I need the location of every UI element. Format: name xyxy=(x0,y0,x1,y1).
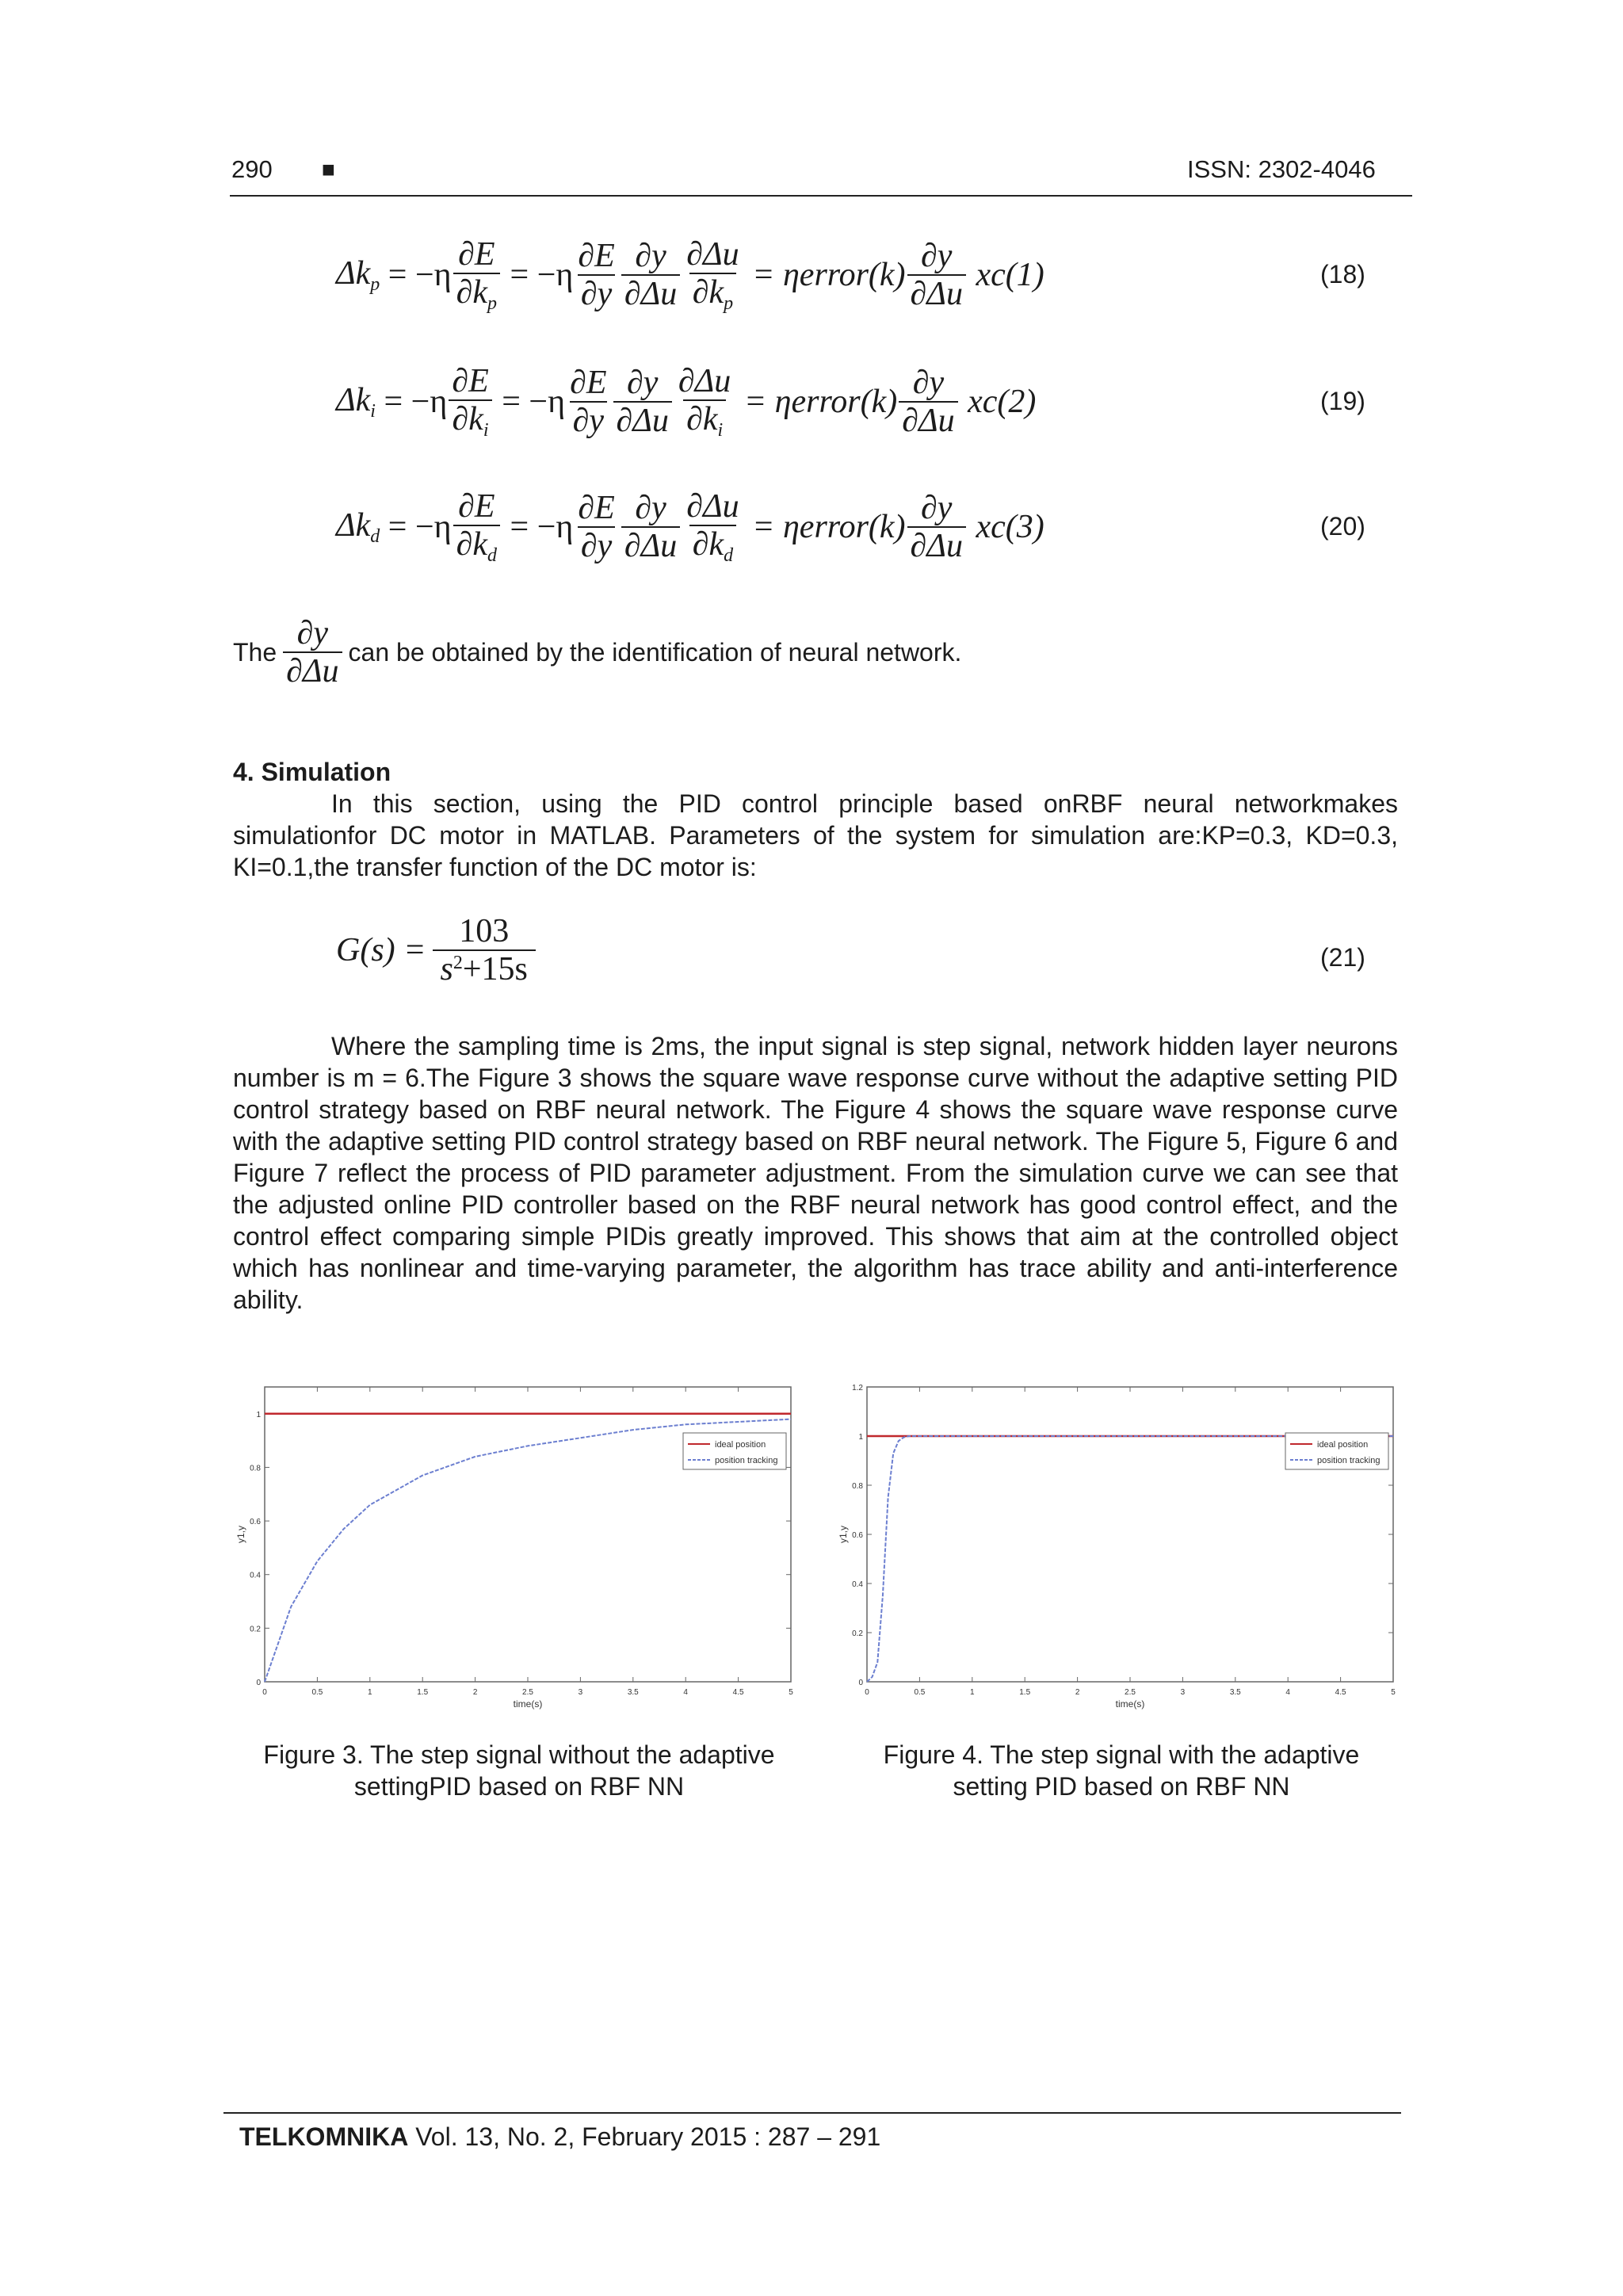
fig3-x-tick-label: 0 xyxy=(262,1688,267,1697)
fig4-y-axis-label: y1,y xyxy=(838,1525,849,1544)
fig4-x-tick-label: 2.5 xyxy=(1125,1688,1136,1697)
fig3-y-tick-label: 0.6 xyxy=(250,1518,261,1527)
fig4-y-tick-label: 0 xyxy=(858,1679,863,1687)
page-number: 290 xyxy=(231,155,273,183)
equation-19: $\Delta k_i$ = −η $\frac{\partial E}{\partial k_i}$ = −η $\frac{\partial E}{\partial y}$ $\frac{\partial y}{\partial\Delta u}$ $\frac{\partial\Delta u}{\partial k_i}$ = ηerror(k) $\frac{\partial y}{\partial\Delta u}$ xc(2) xyxy=(336,363,1037,441)
figure-4-caption: Figure 4. The step signal with the adaptive setting PID based on RBF NN xyxy=(883,1740,1360,1801)
fig4-y-tick-label: 1 xyxy=(858,1433,863,1442)
fig3-x-tick-label: 0.5 xyxy=(311,1688,323,1697)
fig4-legend-label: position tracking xyxy=(1317,1456,1381,1465)
fig4-x-tick-label: 5 xyxy=(1391,1688,1396,1697)
figure-3-chart xyxy=(235,1379,804,1712)
fig3-legend-label: position tracking xyxy=(715,1456,778,1465)
fig3-x-tick-label: 2.5 xyxy=(522,1688,533,1697)
fig4-x-tick-label: 3.5 xyxy=(1229,1688,1241,1697)
fig4-y-tick-label: 0.2 xyxy=(852,1629,863,1638)
fig3-y-tick-label: 1 xyxy=(256,1410,261,1419)
fig4-x-tick-label: 3 xyxy=(1180,1688,1186,1697)
fig4-x-tick-label: 2 xyxy=(1075,1688,1080,1697)
footer-rule xyxy=(223,2112,1401,2114)
fig3-y-tick-label: 0 xyxy=(256,1679,261,1687)
header-bullet: ■ xyxy=(322,157,335,181)
fig3-x-tick-label: 1 xyxy=(368,1688,372,1697)
fig3-y-tick-label: 0.2 xyxy=(250,1625,261,1634)
fig3-x-axis-label: time(s) xyxy=(513,1698,543,1710)
fig4-x-tick-label: 1 xyxy=(970,1688,975,1697)
simulation-paragraph: In this section, using the PID control principle based onRBF neural networkmakes simulationfor DC motor in MATLAB. Parameters of the system for simulation are:KP=0.3, KD=0.3, KI=0.1,the transfer function of the DC motor is: xyxy=(233,789,1398,881)
fig3-y-tick-label: 0.8 xyxy=(250,1464,261,1473)
fig3-x-tick-label: 2 xyxy=(472,1688,478,1697)
fig4-y-tick-label: 0.4 xyxy=(852,1580,863,1589)
fig3-x-tick-label: 3.5 xyxy=(627,1688,639,1697)
equation-20-number: (20) xyxy=(1320,512,1365,541)
fig4-x-tick-label: 1.5 xyxy=(1019,1688,1031,1697)
section-heading: 4. Simulation xyxy=(233,758,391,786)
footer-citation xyxy=(239,2122,880,2152)
fig4-x-tick-label: 0.5 xyxy=(914,1688,926,1697)
fig3-x-tick-label: 3 xyxy=(578,1688,583,1697)
equation-21: G(s) = $\frac{103}{s^2+15s}$ xyxy=(336,913,537,988)
equation-18-number: (18) xyxy=(1320,260,1365,288)
fig4-plot-area xyxy=(867,1387,1393,1682)
fig3-x-tick-label: 5 xyxy=(789,1688,793,1697)
fig4-y-tick-label: 0.8 xyxy=(852,1482,863,1491)
fig4-x-tick-label: 4.5 xyxy=(1335,1688,1346,1697)
equation-21-number: (21) xyxy=(1320,943,1365,972)
fig3-y-axis-label: y1,y xyxy=(235,1525,246,1544)
header-rule xyxy=(230,195,1412,197)
equation-19-number: (19) xyxy=(1320,387,1365,415)
figure-3-caption: Figure 3. The step signal without the adaptive settingPID based on RBF NN xyxy=(263,1740,775,1801)
fig3-x-tick-label: 1.5 xyxy=(417,1688,429,1697)
fig3-x-tick-label: 4 xyxy=(683,1688,688,1697)
fig3-x-tick-label: 4.5 xyxy=(732,1688,744,1697)
fig4-legend-label: ideal position xyxy=(1317,1440,1369,1450)
equation-20: $\Delta k_d$ = −η $\frac{\partial E}{\partial k_d}$ = −η $\frac{\partial E}{\partial y}$ $\frac{\partial y}{\partial\Delta u}$ $\frac{\partial\Delta u}{\partial k_d}$ = ηerror(k) $\frac{\partial y}{\partial\Delta u}$ xc(3) xyxy=(336,488,1044,567)
issn: ISSN: 2302-4046 xyxy=(1187,155,1376,183)
fig3-legend-label: ideal position xyxy=(715,1440,766,1450)
fig4-x-tick-label: 0 xyxy=(865,1688,869,1697)
fig4-y-tick-label: 0.6 xyxy=(852,1531,863,1540)
where-paragraph: Where the sampling time is 2ms, the input signal is step signal, network hidden layer neurons number is m = 6.The Figure 3 shows the square wave response curve without the adaptive setting PID control strategy based on RBF neural network. The Figure 4 shows the square wave response curve with the adaptive setting PID control strategy based on RBF neural network. The Figure 5, Figure 6 and Figure 7 reflect the process of PID parameter adjustment. From the simulation curve we can see that the adjusted online PID controller based on the RBF neural network has good control effect, and the control effect comparing simple PIDis greatly improved. This shows that aim at the controlled object which has nonlinear and time-varying parameter, the algorithm has trace ability and anti-interference ability. xyxy=(233,1032,1398,1314)
fig3-y-tick-label: 0.4 xyxy=(250,1571,261,1580)
fig3-plot-area xyxy=(265,1387,791,1682)
fig4-y-tick-label: 1.2 xyxy=(852,1384,863,1392)
footer-journal: TELKOMNIKA xyxy=(239,2122,409,2151)
fig4-x-axis-label: time(s) xyxy=(1115,1698,1145,1710)
fig4-x-tick-label: 4 xyxy=(1285,1688,1290,1697)
identification-sentence: The $\frac{\partial y}{\partial\Delta u}$ can be obtained by the identification of neural network. xyxy=(233,615,962,690)
figure-4-chart xyxy=(837,1379,1406,1712)
equation-18: $\Delta k_p$ = −η $\frac{\partial E}{\partial k_p}$ = −η $\frac{\partial E}{\partial y}$ $\frac{\partial y}{\partial\Delta u}$ $\frac{\partial\Delta u}{\partial k_p}$ = ηerror(k) $\frac{\partial y}{\partial\Delta u}$ xc(1) xyxy=(336,236,1044,315)
footer-details: Vol. 13, No. 2, February 2015 : 287 – 291 xyxy=(408,2122,881,2151)
